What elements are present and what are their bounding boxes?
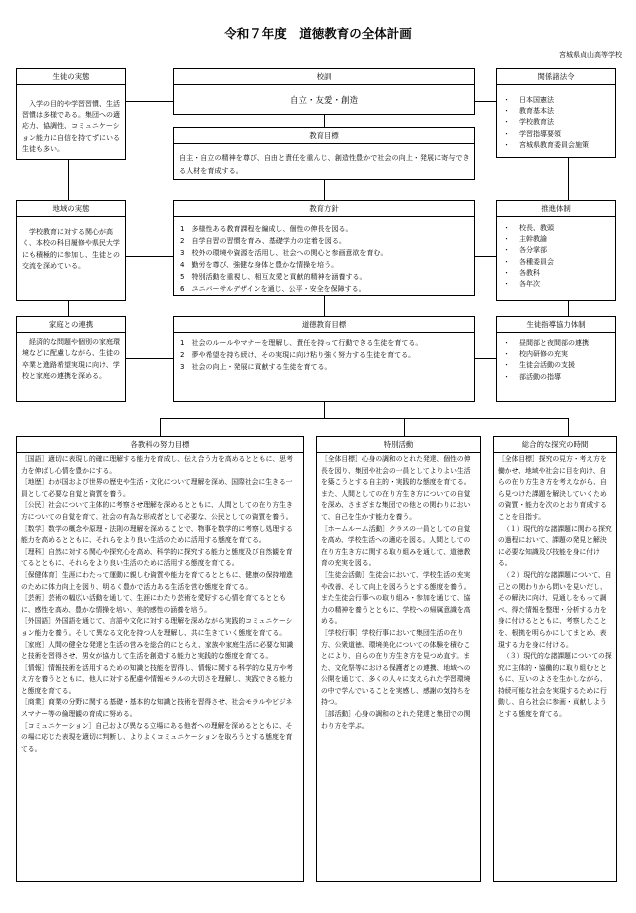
policy-item: 2 自学自習の習慣を育み、基礎学力の定着を図る。 [180,237,346,245]
subject-item: ［情報］情報技術を活用するための知識と技能を習得し、情報に関する科学的な見方や考え方を養うとともに、他人に対する配慮や情報モラルの大切さを理解し、実践できる能力と態度を育てる。 [21,663,293,695]
special-activities-box [316,436,481,882]
connector-line [125,256,173,257]
page-title: 令和７年度 道徳教育の全体計画 [224,26,412,41]
student-reality-box [16,68,126,160]
inquiry-item: ［全体目標］探究の見方・考え方を働かせ、地域や社会に目を向け、自らの在り方生き方を考えながら、自ら見つけた課題を解決していくための資質・能力を次のとおり育成することを目指す。 [498,455,607,521]
promotion-item: ・ 各教科 [503,268,554,279]
subject-item: ［理科］自然に対する関心や探究心を高め、科学的に探究する能力と態度及び自然観を育てるとともに、それらをより良い生活のために活用する態度を育てる。 [21,547,293,568]
guidance-item: ・ 昼間部と夜間部の連携 [503,338,609,349]
moral-goal-item: 3 社会の向上・発展に貢献する生徒を育てる。 [180,363,332,371]
guidance-item: ・ 生徒会活動の支援 [503,360,609,371]
policy-item: 1 多様性ある教育課程を編成し、個性の伸長を図る。 [180,225,353,233]
promotion-item: ・ 校長、教頭 [503,223,554,234]
special-activities-title: 特別活動 [317,437,480,453]
connector-line [404,418,405,436]
subject-item: ［商業］商業の分野に関する基礎・基本的な知識と技術を習得させ、社会モラルやビジネスマナー等の倫理観の育成に努める。 [21,698,293,719]
promotion-system-title: 推進体制 [497,201,615,217]
guidance-item: ・ 校内研修の充実 [503,349,609,360]
moral-goals-box [173,316,475,402]
promotion-item: ・ 各種委員会 [503,257,554,268]
promotion-system-list [503,223,554,290]
connector-line [160,418,568,419]
student-reality-text: 入学の目的や学習習慣、生活習慣は多様である。集団への適応力、協調性、コミュニケーション能力に自信を持てずにいる生徒も多い。 [22,100,120,153]
school-motto-title: 校訓 [174,69,474,85]
school-motto-box [173,68,475,115]
inquiry-item: （１）現代的な諸課題に関わる探究の過程において、課題の発見と解決に必要な知識及び技能を身に付ける。 [498,524,612,568]
moral-goal-item: 2 夢や希望を持ち続け、その実現に向け粘り強く努力する生徒を育てる。 [180,351,416,359]
moral-goal-item: 1 社会のルールやマナーを理解し、責任を持って行動できる生徒を育てる。 [180,339,423,347]
connector-line [68,301,69,316]
connector-line [324,180,325,200]
special-activities-list [321,454,476,732]
education-goal-text: 自主・自立の精神を尊び、自由と責任を重んじ、創造性豊かで社会の向上・発展に寄与できる人材を育成する。 [179,153,470,175]
special-activity-item: ［ホームルーム活動］クラスの一員としての自覚を高め、学校生活への適応を図る。人間としての在り方生き方に関する取り組みを通して、道徳教育の充実を図る。 [321,524,471,568]
family-cooperation-box [16,316,126,402]
related-law-item: ・ 学校教育法 [503,117,589,128]
subject-item: ［国語］適切に表現し的確に理解する能力を育成し、伝え合う力を高めるとともに、思考力を伸ばし心情を豊かにする。 [21,455,293,475]
promotion-system-box [496,200,616,301]
school-name: 宮城県貞山高等学校 [559,51,622,59]
connector-line [324,296,325,316]
subject-item: ［地歴］わが国および世界の歴史や生活・文化について理解を深め、国際社会に生きる一員として必要な自覚と資質を養う。 [21,478,293,498]
policy-item: 3 校外の環境や資源を活用し、社会への関心と参画意欲を育む。 [180,249,388,257]
guidance-system-box [496,316,616,402]
policy-item: 5 特別活動を重視し、相互友愛と貢献的精神を涵養する。 [180,273,367,281]
subjects-list [21,454,299,755]
integrated-inquiry-list [498,454,612,721]
community-reality-text: 学校教育に対する関心が高く、本校の科目履修や県民大学にも積極的に参加し、生徒との交流を深めている。 [22,228,120,271]
connector-line [568,158,569,200]
moral-goals-list [180,337,454,373]
subject-item: ［コミュニケーション］自己および異なる立場にある他者への理解を深めるとともに、その場に応じた表現を適切に判断し、よりよくコミュニケーションを取ろうとする態度を育てる。 [21,721,293,753]
subject-item: ［家庭］人間の健全な発達と生活の営みを総合的にとらえ、家族や家庭生活に必要な知識と技術を習得させ、男女が協力して生活を創造する能力と実践的な態度を育てる。 [21,640,294,661]
moral-goals-title: 道徳教育目標 [174,317,474,333]
related-law-item: ・ 宮城県教育委員会施策 [503,140,589,151]
family-cooperation-text: 経済的な問題や個別の家庭環境などに配慮しながら、生徒の卒業と進路希望実現に向け、学校と家庭の連携を深める。 [22,338,120,381]
related-laws-box [496,68,616,158]
inquiry-item: （３）現代的な諸課題についての探究に主体的・協働的に取り組むとともに、互いのよさを生かしながら、持続可能な社会を実現するために行動し、自ら社会に参画・貢献しようとする態度を育てる。 [498,652,612,719]
connector-line [125,101,173,102]
special-activity-item: ［学校行事］学校行事において集団生活の在り方、公衆道徳、環境美化についての体験を積むことにより、自らの在り方生き方を見つめ直す。また、文化祭等における保護者との連携、地域への公開を通じて、多くの人々に支えられた学習環境の中で学んでいることを実感し、感謝の気持ちを持つ。 [321,628,471,707]
guidance-system-title: 生徒指導協力体制 [497,317,615,333]
education-policy-title: 教育方針 [174,201,474,217]
connector-line [474,358,496,359]
subject-item: ［芸術］芸術の幅広い活動を通して、生涯にわたり芸術を愛好する心情を育てるとともに、感性を高め、豊かな情操を培い、美的感性の涵養を培う。 [21,594,286,614]
connector-line [474,256,496,257]
related-laws-title: 関係諸法令 [497,69,615,85]
connector-line [160,418,161,436]
policy-item: 4 勤労を尊び、強健な身体と豊かな情操を培う。 [180,261,339,269]
connector-line [474,101,496,102]
related-law-item: ・ 日本国憲法 [503,95,589,106]
connector-line [324,402,325,418]
promotion-item: ・ 各年次 [503,279,554,290]
school-motto-text: 自立・友愛・創造 [289,96,358,106]
subject-item: ［数学］数学の概念や原理・法則の理解を深めることで、物事を数学的に考察し処理する能力を高めるとともに、それらをより良い生活のために活用する態度を育てる。 [21,524,293,545]
guidance-item: ・ 部活動の指導 [503,372,609,383]
special-activity-item: ［全体目標］心身の調和のとれた発達、個性の伸長を図り、集団や社会の一員としてよりよい生活を築こうとする自主的・実践的な態度を育てる。また、人間としての在り方生き方についての自覚を深め、さまざまな集団での他との関わりにおいて、自己を生かす能力を養う。 [321,455,471,521]
connector-line [125,358,173,359]
education-policy-box [173,200,475,296]
policy-item: 6 ユニバーサルデザインを通じ、公平・安全を保障する。 [180,285,366,293]
family-cooperation-title: 家庭との連携 [17,317,125,333]
connector-line [568,418,569,436]
student-reality-title: 生徒の実態 [17,69,125,85]
subject-item: ［外国語］外国語を通じて、言語や文化に対する理解を深めながら実践的コミュニケーション能力を養う。そして異なる文化を持つ人を理解し、共に生きていく態度を育てる。 [21,617,293,637]
subjects-title: 各教科の努力目標 [17,437,303,453]
subject-item: ［公民］社会について主体的に考察させ理解を深めるとともに、人間としての在り方生き方についての自覚を育て、社会の有為な形成者として必要な、公民としての資質を養う。 [21,501,293,521]
connector-line [568,301,569,316]
special-activity-item: ［部活動］心身の調和のとれた発達と集団での関わり方を学ぶ。 [321,710,471,730]
related-laws-list [503,95,589,151]
connector-line [324,115,325,127]
community-reality-box [16,200,126,301]
community-reality-title: 地域の実態 [17,201,125,217]
subject-item: ［保健体育］生涯にわたって運動に親しむ資質や能力を育てるとともに、健康の保持増進のために体力向上を図り、明るく豊かで活力ある生活を営む態度を育てる。 [21,570,293,591]
education-policy-list [180,223,387,295]
guidance-system-list [503,338,609,383]
integrated-inquiry-box [493,436,617,882]
integrated-inquiry-title: 総合的な探究の時間 [494,437,616,453]
promotion-item: ・ 主幹教諭 [503,234,554,245]
related-law-item: ・ 学習指導要領 [503,129,589,140]
education-goal-title: 教育目標 [174,128,474,144]
education-goal-box [173,127,475,180]
subjects-box [16,436,304,882]
promotion-item: ・ 各分掌部 [503,245,554,256]
inquiry-item: （２）現代的な諸課題について、自己との関わりから問いを見いだし、その解決に向け、見通しをもって調べ、得た情報を整理・分析する力を身に付けるとともに、考察したことを、根拠を明らかにしてまとめ、表現する力を身に付ける。 [498,570,612,649]
related-law-item: ・ 教育基本法 [503,106,589,117]
special-activity-item: ［生徒会活動］生徒会において、学校生活の充実や改善、そして向上を図ろうとする態度を養う。また生徒会行事への取り組み・参加を通じて、協力の精神を養うとともに、学校への帰属意識を高める。 [321,570,471,626]
connector-line [68,160,69,200]
